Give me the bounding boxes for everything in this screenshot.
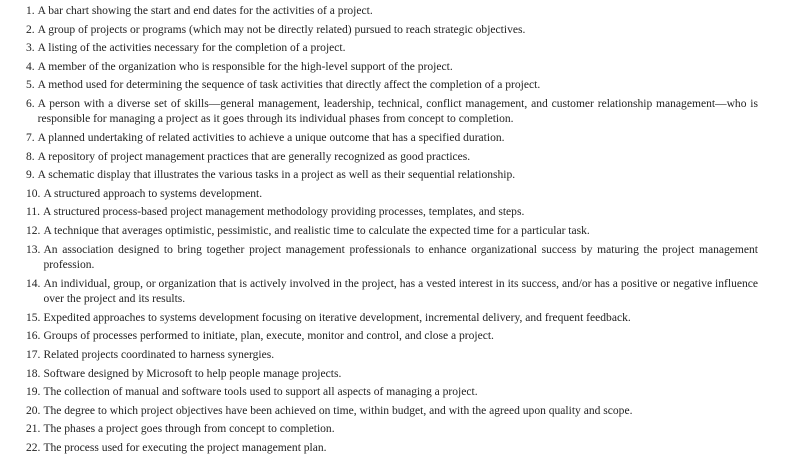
item-text: A member of the organization who is responsible for the high-level support of the project. [37, 60, 453, 73]
item-number: 12. [26, 225, 41, 238]
item-number: 3. [26, 42, 35, 55]
list-item [26, 385, 758, 401]
item-text: Related projects coordinated to harness synergies. [43, 349, 275, 361]
item-text: A technique that averages optimistic, pessimistic, and realistic time to calculate the expected time for a particular task. [43, 225, 590, 238]
list-item [26, 224, 758, 240]
list-item [26, 78, 758, 94]
item-text: A listing of the activities necessary for the completion of a project. [37, 42, 346, 55]
item-number: 14. [26, 277, 41, 290]
list-item [26, 348, 758, 364]
list-item [26, 150, 758, 166]
list-item [26, 23, 758, 39]
item-text: The degree to which project objectives have been achieved on time, within budget, and with the agreed upon quality and scope. [43, 404, 633, 417]
item-text: The collection of manual and software tools used to support all aspects of managing a project. [43, 386, 478, 399]
list-item [26, 422, 758, 438]
item-text: The phases a project goes through from concept to completion. [43, 423, 335, 436]
item-text: An individual, group, or organization that is actively involved in the project, has a vested interest in its success, and/or has a positive or negative influence over the project and its results. [43, 277, 758, 306]
list-item [26, 277, 758, 308]
item-text: A structured approach to systems development. [43, 187, 263, 200]
list-item [26, 243, 758, 274]
item-number: 19. [26, 386, 41, 399]
list-item [26, 41, 758, 57]
item-text: A method used for determining the sequence of task activities that directly affect the completion of a project. [37, 79, 541, 92]
item-number: 17. [26, 349, 41, 361]
item-number: 4. [26, 60, 35, 73]
item-number: 22. [26, 441, 41, 454]
list-item [26, 329, 758, 345]
item-text: Software designed by Microsoft to help people manage projects. [43, 367, 342, 380]
item-number: 9. [26, 169, 35, 182]
item-text: A structured process-based project management methodology providing processes, templates, and steps. [43, 206, 525, 219]
item-number: 13. [26, 243, 41, 256]
list-item [26, 131, 758, 147]
list-item [26, 367, 758, 383]
item-text: The process used for executing the project management plan. [43, 441, 327, 454]
list-item [26, 311, 758, 327]
list-item [26, 187, 758, 203]
list-item [26, 60, 758, 76]
item-text: A planned undertaking of related activities to achieve a unique outcome that has a specified duration. [37, 132, 505, 145]
list-item [26, 168, 758, 184]
list-item [26, 441, 758, 457]
item-text: A schematic display that illustrates the various tasks in a project as well as their sequential relationship. [37, 169, 516, 182]
item-number: 8. [26, 150, 35, 163]
item-number: 2. [26, 23, 35, 36]
list-item [26, 205, 758, 221]
item-number: 18. [26, 367, 41, 380]
item-text: Expedited approaches to systems development focusing on iterative development, incremental delivery, and frequent feedback. [43, 311, 631, 324]
item-number: 15. [26, 311, 41, 324]
item-number: 11. [26, 206, 41, 219]
item-text: A repository of project management practices that are generally recognized as good practices. [37, 150, 471, 163]
item-number: 10. [26, 187, 41, 200]
item-number: 16. [26, 330, 41, 343]
item-text: Groups of processes performed to initiate, plan, execute, monitor and control, and close a project. [43, 330, 494, 343]
item-text: A bar chart showing the start and end dates for the activities of a project. [37, 5, 373, 17]
item-number: 7. [26, 132, 35, 145]
item-text: A group of projects or programs (which may not be directly related) pursued to reach strategic objectives. [37, 23, 526, 36]
item-number: 20. [26, 404, 41, 417]
list-item [26, 404, 758, 420]
item-number: 5. [26, 79, 35, 92]
item-number: 21. [26, 423, 41, 436]
item-text: An association designed to bring together project management professionals to enhance organizational success by maturing the project management profession. [43, 243, 758, 272]
item-number: 6. [26, 97, 35, 110]
item-text: A person with a diverse set of skills—general management, leadership, technical, conflict management, and customer relationship management—who is responsible for managing a project as it goes through its individual phases from concept to completion. [37, 97, 758, 126]
list-item [26, 97, 758, 128]
list-item [26, 4, 758, 20]
item-number: 1. [26, 5, 35, 17]
